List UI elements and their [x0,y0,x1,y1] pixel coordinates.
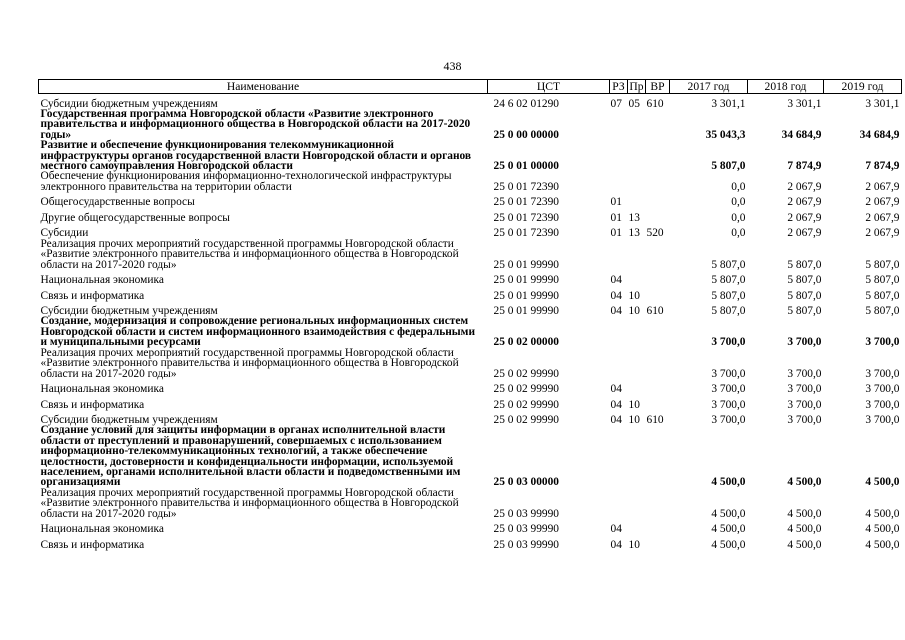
row-value-2019: 2 067,9 [865,196,900,209]
row-value-2018: 7 874,9 [787,160,822,173]
row-value-2018: 34 684,9 [781,128,822,141]
table-row [39,316,902,347]
row-value-2018: 2 067,9 [787,211,822,224]
row-name: Связь и информатика [40,289,145,302]
row-pr [628,519,646,535]
row-pr [628,171,646,192]
row-rz: 04 [610,538,622,551]
row-name: Связь и информатика [40,398,145,411]
row-cst: 25 0 01 72390 [493,211,559,224]
row-vr [646,192,670,208]
row-pr: 10 [628,538,640,551]
row-cst: 25 0 02 99990 [493,398,559,411]
row-pr: 10 [628,414,640,426]
row-value-2018: 2 067,9 [787,180,822,193]
row-pr [628,109,646,140]
row-cst: 25 0 01 72390 [493,180,559,193]
row-name: Национальная экономика [40,383,164,395]
table-header [39,80,902,94]
header-year-2017: 2017 год [670,80,748,94]
row-pr [628,140,646,171]
table-row [39,171,902,192]
row-value-2018: 3 700,0 [787,414,822,426]
row-cst: 25 0 03 00000 [493,476,559,489]
row-value-2019: 4 500,0 [865,507,900,520]
table-row [39,208,902,224]
row-value-2019: 4 500,0 [865,538,900,551]
row-cst: 25 0 01 99990 [493,274,559,287]
row-pr: 05 [628,97,640,110]
table-row [39,519,902,535]
row-value-2018: 3 700,0 [787,367,822,380]
row-rz [610,488,628,519]
table-row [39,140,902,171]
row-pr [628,270,646,286]
row-name: Развитие и обеспечение функционирования телекоммуникационной инфраструктуры органов государственной власти Новгородской области и органов местного самоуправления Новгородской области [40,139,472,173]
row-value-2018: 3 700,0 [787,383,822,395]
table-row [39,301,902,317]
row-value-2017: 3 700,0 [711,336,746,349]
row-vr [646,488,670,519]
row-vr [646,208,670,224]
row-value-2018: 3 700,0 [787,336,822,349]
row-cst: 25 0 01 00000 [493,160,559,173]
row-name: Создание условий для защиты информации в органах исполнительной власти области от преступлений и правонарушений, совершаемых с использованием информационно-телекоммуникационных технологий, а также обеспечение целостности, достоверности и конфиденциальности информации, используемой населением, органами исполнительной власти области и подведомственными им организациями [40,424,461,489]
row-value-2017: 5 807,0 [711,160,746,173]
row-pr: 10 [628,305,640,318]
row-name: Реализация прочих мероприятий государственной программы Новгородской области «Развитие электронного правительства и информационного общества в Новгородской области на 2017-2020 годы» [40,486,459,520]
row-vr [646,519,670,535]
row-value-2018: 5 807,0 [787,305,822,318]
row-rz: 04 [610,383,622,395]
row-value-2017: 5 807,0 [711,305,746,318]
row-value-2018: 3 301,1 [787,97,822,110]
row-value-2018: 5 807,0 [787,274,822,287]
row-rz [610,348,628,379]
header-rz: РЗ [610,80,628,94]
header-name: Наименование [39,80,488,94]
row-pr: 13 [628,211,640,224]
row-value-2017: 4 500,0 [711,523,746,536]
row-vr [646,348,670,379]
table-row [39,285,902,301]
row-name: Связь и информатика [40,538,145,551]
row-pr [628,316,646,347]
row-vr: 610 [646,305,664,318]
row-value-2019: 2 067,9 [865,180,900,193]
row-pr: 10 [628,289,640,302]
row-cst: 25 0 03 99990 [493,507,559,520]
row-rz: 04 [610,414,622,426]
row-value-2017: 3 301,1 [711,97,746,110]
row-value-2018: 4 500,0 [787,523,822,536]
row-vr: 610 [646,97,664,110]
row-value-2017: 0,0 [731,211,746,224]
row-vr [646,109,670,140]
row-value-2017: 0,0 [731,196,746,209]
row-cst: 25 0 02 00000 [493,336,559,349]
header-year-2018: 2018 год [748,80,824,94]
table-row [39,270,902,286]
header-year-2019: 2019 год [824,80,902,94]
row-name: Субсидии бюджетным учреждениям [40,97,218,110]
row-vr: 610 [646,414,664,426]
row-rz: 04 [610,398,622,411]
row-name: Субсидии [40,227,89,240]
row-value-2019: 3 301,1 [865,97,900,110]
row-vr [646,239,670,270]
page-number: 438 [443,59,462,73]
row-value-2019: 5 807,0 [865,305,900,318]
row-value-2017: 5 807,0 [711,289,746,302]
row-name: Создание, модернизация и сопровождение региональных информационных систем Новгородской области и систем информационного взаимодействия с федеральными и муниципальными ресурсами [40,315,476,349]
row-name: Национальная экономика [40,523,164,536]
row-rz [610,316,628,347]
row-value-2017: 5 807,0 [711,258,746,271]
row-cst: 25 0 03 99990 [493,538,559,551]
row-value-2017: 4 500,0 [711,507,746,520]
row-rz: 04 [610,274,622,287]
row-value-2019: 3 700,0 [865,336,900,349]
table-row [39,410,902,426]
table-body [39,94,902,551]
row-vr [646,140,670,171]
table-row [39,535,902,551]
row-pr [628,379,646,395]
row-name: Реализация прочих мероприятий государственной программы Новгородской области «Развитие электронного правительства и информационного общества в Новгородской области на 2017-2020 годы» [40,346,459,380]
table-row [39,379,902,395]
table-row [39,488,902,519]
row-vr [646,394,670,410]
row-value-2019: 3 700,0 [865,414,900,426]
row-value-2019: 4 500,0 [865,523,900,536]
row-rz: 04 [610,305,622,318]
table-row [39,394,902,410]
row-rz: 01 [610,196,622,209]
row-cst: 25 0 01 99990 [493,258,559,271]
row-cst: 25 0 02 99990 [493,383,559,395]
row-pr [628,192,646,208]
row-value-2018: 4 500,0 [787,507,822,520]
row-vr [646,425,670,487]
row-pr [628,239,646,270]
row-value-2017: 3 700,0 [711,367,746,380]
row-value-2018: 4 500,0 [787,538,822,551]
row-name: Субсидии бюджетным учреждениям [40,305,218,318]
row-name: Государственная программа Новгородской области «Развитие электронного правительства и информационного общества в Новгородской области на 2017-2020 годы» [40,108,471,141]
row-value-2018: 3 700,0 [787,398,822,411]
row-rz [610,171,628,192]
row-cst: 25 0 01 99990 [493,289,559,302]
row-value-2019: 3 700,0 [865,383,900,395]
row-value-2019: 5 807,0 [865,258,900,271]
row-value-2018: 4 500,0 [787,476,822,489]
row-name: Обеспечение функционирования информационно-технологической инфраструктуры электронного правительства на территории области [40,170,452,193]
row-rz: 04 [610,523,622,536]
row-cst: 25 0 01 72390 [493,227,559,240]
row-value-2019: 34 684,9 [859,128,900,141]
row-rz: 04 [610,289,622,302]
row-value-2018: 5 807,0 [787,258,822,271]
header-pr: Пр [629,79,644,93]
row-pr: 10 [628,398,640,411]
row-pr [628,425,646,487]
row-value-2018: 2 067,9 [787,227,822,240]
row-value-2017: 35 043,3 [705,128,746,141]
row-value-2017: 3 700,0 [711,383,746,395]
row-value-2017: 4 500,0 [711,538,746,551]
row-value-2017: 4 500,0 [711,476,746,489]
row-pr [628,348,646,379]
budget-table [38,79,902,550]
row-value-2019: 7 874,9 [865,160,900,173]
table-row [39,94,902,110]
row-vr [646,171,670,192]
row-vr [646,379,670,395]
row-value-2018: 5 807,0 [787,289,822,302]
row-value-2017: 5 807,0 [711,274,746,287]
row-value-2017: 3 700,0 [711,414,746,426]
table-row [39,109,902,140]
table-row [39,425,902,487]
row-name: Национальная экономика [40,274,164,287]
row-cst: 25 0 03 99990 [493,523,559,536]
row-rz [610,109,628,140]
row-name: Другие общегосударственные вопросы [40,211,230,224]
row-name: Реализация прочих мероприятий государственной программы Новгородской области «Развитие электронного правительства и информационного общества в Новгородской области на 2017-2020 годы» [40,237,459,271]
table-row [39,348,902,379]
row-vr: 520 [646,227,664,240]
row-value-2019: 2 067,9 [865,227,900,240]
row-cst: 24 6 02 01290 [493,97,559,110]
row-value-2019: 5 807,0 [865,274,900,287]
row-value-2019: 2 067,9 [865,211,900,224]
row-pr [628,488,646,519]
row-value-2019: 5 807,0 [865,289,900,302]
row-cst: 25 0 01 99990 [493,305,559,318]
row-value-2017: 0,0 [731,180,746,193]
row-value-2017: 3 700,0 [711,398,746,411]
row-cst: 25 0 01 72390 [493,196,559,209]
row-cst: 25 0 02 99990 [493,414,559,426]
table-row [39,192,902,208]
header-vr: ВР [646,80,670,94]
row-value-2017: 0,0 [731,227,746,240]
row-rz [610,425,628,487]
row-value-2018: 2 067,9 [787,196,822,209]
row-rz [610,239,628,270]
row-vr [646,270,670,286]
row-vr [646,316,670,347]
table-row [39,223,902,239]
row-cst: 25 0 00 00000 [493,128,559,141]
row-pr: 13 [628,227,640,240]
row-vr [646,535,670,551]
row-name: Субсидии бюджетным учреждениям [40,414,218,426]
row-value-2019: 3 700,0 [865,367,900,380]
row-rz: 01 [610,227,622,240]
row-rz: 07 [610,97,622,110]
row-value-2019: 3 700,0 [865,398,900,411]
table-row [39,239,902,270]
row-vr [646,285,670,301]
row-rz: 01 [610,211,622,224]
row-rz [610,140,628,171]
row-cst: 25 0 02 99990 [493,367,559,380]
row-value-2019: 4 500,0 [865,476,900,489]
header-cst: ЦСТ [488,80,610,94]
row-name: Общегосударственные вопросы [40,196,195,209]
